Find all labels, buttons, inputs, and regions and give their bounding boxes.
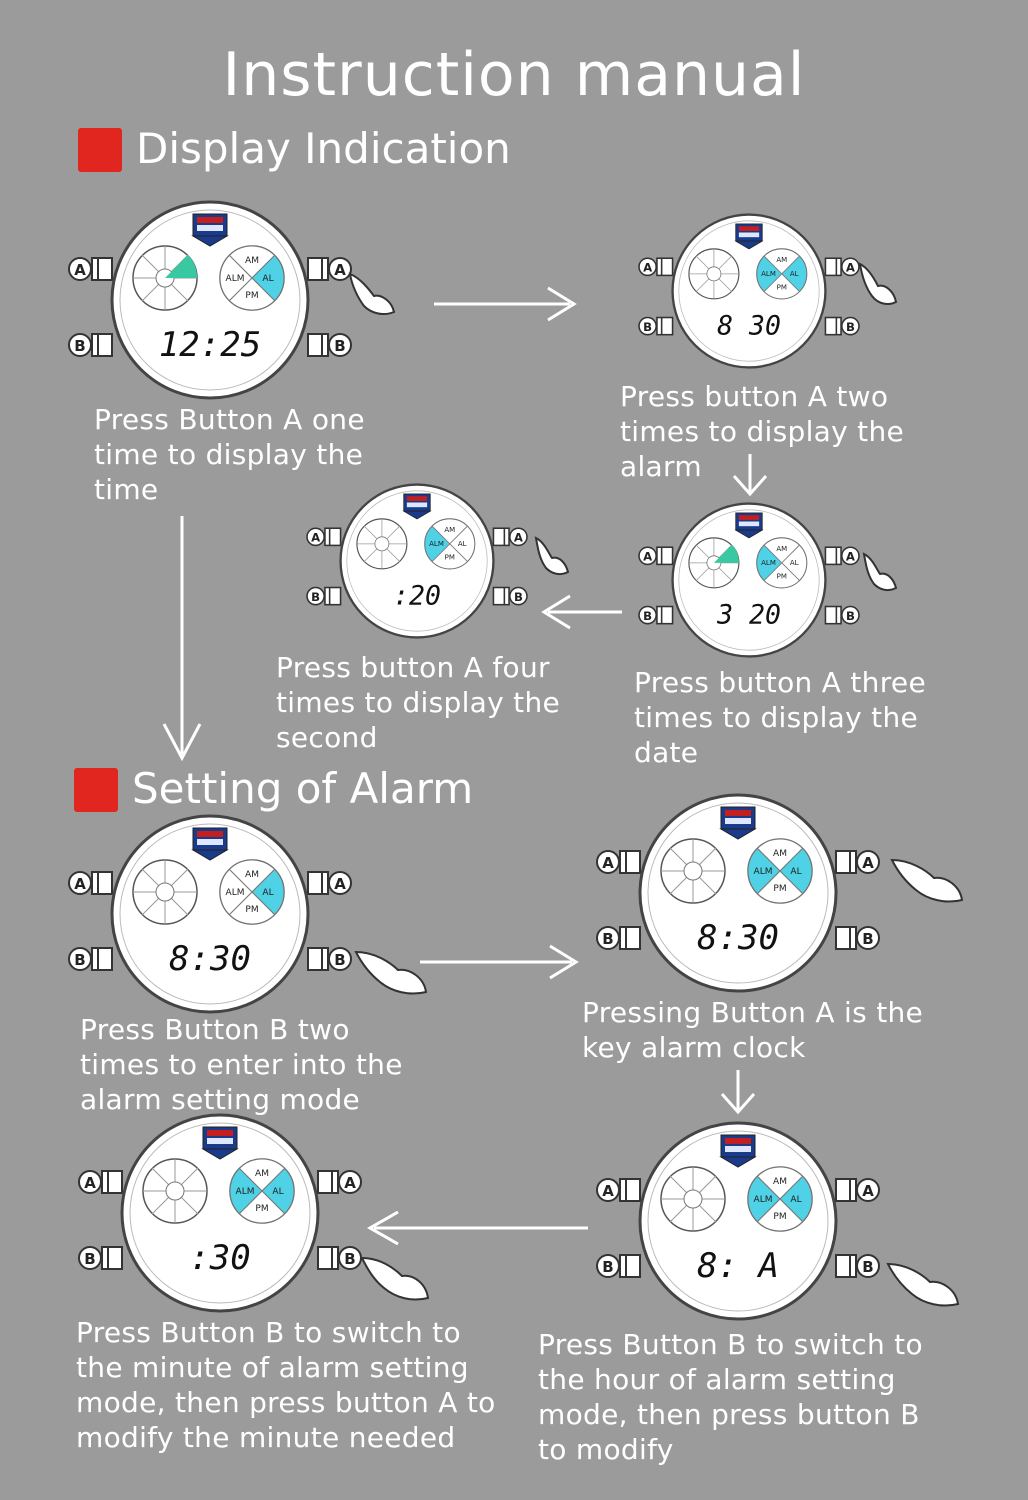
hand-pointer-icon [360, 1254, 430, 1304]
hand-pointer-icon [858, 262, 898, 308]
mode-dial [230, 1159, 294, 1223]
lcd-readout: 8: A [697, 1246, 779, 1286]
button-a-left[interactable] [639, 258, 673, 275]
caption-enter-alarm: Press Button B two times to enter into the alarm setting mode [80, 1013, 403, 1116]
button-a-right[interactable] [493, 528, 527, 545]
mode-dial [220, 860, 284, 924]
caption-hour-mode: Press Button B to switch to the hour of alarm setting mode, then press button B to modify [538, 1328, 923, 1466]
svg-text:A: A [643, 549, 653, 564]
button-b-right[interactable] [308, 334, 351, 356]
lcd-readout: 12:25 [158, 325, 262, 365]
button-a-right[interactable] [836, 851, 879, 873]
caption-second: Press button A four times to display the second [276, 651, 561, 754]
svg-text:B: B [602, 1258, 614, 1276]
hand-pointer-icon [534, 536, 570, 578]
svg-text:A: A [643, 260, 653, 275]
svg-text:AL: AL [789, 558, 799, 568]
svg-text:PM: PM [773, 1212, 787, 1222]
button-a-right[interactable] [836, 1179, 879, 1201]
svg-text:A: A [845, 260, 855, 275]
svg-text:A: A [602, 1182, 614, 1200]
button-a-left[interactable] [639, 547, 673, 564]
button-a-right[interactable] [308, 258, 351, 280]
mode-dial [757, 538, 807, 588]
mode-dial [220, 246, 284, 310]
svg-text:AM: AM [776, 255, 788, 265]
hand-pointer-icon [890, 856, 964, 908]
arrow-left-icon [366, 1208, 592, 1248]
svg-text:PM: PM [245, 291, 259, 301]
svg-text:B: B [643, 608, 653, 623]
svg-text:A: A [513, 530, 523, 545]
svg-text:A: A [862, 1182, 874, 1200]
caption-time: Press Button A one time to display the time [94, 403, 365, 506]
button-a-left[interactable] [597, 1179, 640, 1201]
watch-time [50, 200, 370, 404]
svg-text:AL: AL [790, 1195, 802, 1205]
button-b-left[interactable] [69, 334, 112, 356]
svg-text:PM: PM [776, 282, 787, 292]
svg-text:AM: AM [245, 870, 259, 880]
svg-text:PM: PM [444, 552, 455, 562]
day-dial [661, 1167, 725, 1231]
button-b-left[interactable] [597, 927, 640, 949]
arrow-right-icon [416, 942, 582, 982]
caption-key-alarm: Pressing Button A is the key alarm clock [582, 996, 924, 1064]
hand-pointer-icon [886, 1260, 960, 1310]
button-a-right[interactable] [318, 1171, 361, 1193]
svg-text:PM: PM [245, 905, 259, 915]
svg-text:B: B [84, 1250, 96, 1268]
lcd-readout: :20 [393, 580, 441, 612]
svg-text:B: B [845, 319, 855, 334]
watch-date [624, 502, 874, 661]
mode-dial [748, 839, 812, 903]
day-dial [133, 246, 197, 310]
lcd-readout: :30 [189, 1238, 251, 1278]
arrow-right-icon [430, 284, 580, 324]
svg-text:ALM: ALM [225, 888, 245, 898]
button-b-right[interactable] [308, 948, 351, 970]
svg-text:A: A [334, 261, 346, 279]
day-dial [689, 538, 739, 588]
svg-text:B: B [862, 1258, 874, 1276]
watch-key-alarm [578, 793, 898, 997]
svg-text:AL: AL [457, 539, 467, 549]
svg-text:B: B [602, 930, 614, 948]
svg-text:B: B [334, 337, 346, 355]
day-dial [133, 860, 197, 924]
svg-text:AM: AM [255, 1169, 269, 1179]
button-b-right[interactable] [318, 1247, 361, 1269]
svg-text:AL: AL [790, 867, 802, 877]
button-b-left[interactable] [307, 588, 341, 605]
button-b-left[interactable] [597, 1255, 640, 1277]
section-title: Setting of Alarm [132, 764, 474, 813]
button-a-right[interactable] [825, 258, 859, 275]
svg-text:B: B [862, 930, 874, 948]
arrow-down-icon [160, 514, 204, 762]
lcd-readout: 8 30 [717, 310, 781, 342]
button-b-right[interactable] [493, 588, 527, 605]
svg-text:B: B [344, 1250, 356, 1268]
svg-text:ALM: ALM [429, 539, 444, 549]
arrow-left-icon [540, 592, 626, 632]
day-dial [357, 519, 407, 569]
button-b-left[interactable] [79, 1247, 122, 1269]
button-b-left[interactable] [639, 318, 673, 335]
svg-text:AM: AM [776, 544, 788, 554]
button-b-right[interactable] [825, 318, 859, 335]
watch-hour-mode [578, 1121, 898, 1325]
mode-dial [425, 519, 475, 569]
button-b-left[interactable] [69, 948, 112, 970]
button-a-left[interactable] [69, 872, 112, 894]
svg-text:AL: AL [262, 274, 274, 284]
svg-text:AL: AL [789, 269, 799, 279]
lcd-readout: 8:30 [697, 918, 779, 958]
svg-text:B: B [311, 589, 321, 604]
svg-text:A: A [862, 854, 874, 872]
svg-text:A: A [845, 549, 855, 564]
svg-text:A: A [84, 1174, 96, 1192]
svg-text:A: A [74, 261, 86, 279]
mode-dial [757, 249, 807, 299]
button-a-left[interactable] [69, 258, 112, 280]
caption-date: Press button A three times to display the date [634, 666, 926, 769]
section-bullet [78, 128, 122, 172]
svg-text:B: B [334, 951, 346, 969]
svg-text:A: A [334, 875, 346, 893]
svg-text:ALM: ALM [225, 274, 245, 284]
lcd-readout: 8:30 [169, 939, 251, 979]
svg-text:A: A [344, 1174, 356, 1192]
button-a-left[interactable] [307, 528, 341, 545]
svg-text:AM: AM [245, 256, 259, 266]
svg-text:A: A [602, 854, 614, 872]
caption-alarm-view: Press button A two times to display the alarm [620, 380, 905, 483]
day-dial [143, 1159, 207, 1223]
button-b-right[interactable] [836, 927, 879, 949]
button-a-left[interactable] [597, 851, 640, 873]
svg-text:B: B [74, 951, 86, 969]
button-b-left[interactable] [639, 607, 673, 624]
button-a-left[interactable] [79, 1171, 122, 1193]
svg-text:AL: AL [262, 888, 274, 898]
button-a-right[interactable] [825, 547, 859, 564]
watch-enter-alarm [50, 814, 370, 1018]
svg-text:B: B [643, 319, 653, 334]
svg-text:AM: AM [773, 849, 787, 859]
svg-text:PM: PM [773, 884, 787, 894]
section-bullet [74, 768, 118, 812]
svg-text:ALM: ALM [753, 867, 773, 877]
svg-text:A: A [311, 530, 321, 545]
svg-text:ALM: ALM [235, 1187, 255, 1197]
caption-minute-mode: Press Button B to switch to the minute of alarm setting mode, then press button A to modify the minute needed [76, 1316, 496, 1454]
section-title: Display Indication [136, 124, 511, 173]
svg-text:PM: PM [776, 571, 787, 581]
svg-text:AM: AM [773, 1177, 787, 1187]
svg-text:B: B [513, 589, 523, 604]
button-a-right[interactable] [308, 872, 351, 894]
svg-text:B: B [74, 337, 86, 355]
lcd-readout: 3 20 [717, 599, 781, 631]
svg-text:B: B [845, 608, 855, 623]
day-dial [689, 249, 739, 299]
hand-pointer-icon [348, 272, 398, 318]
arrow-down-icon [716, 1068, 760, 1116]
watch-minute-mode [60, 1113, 380, 1317]
svg-text:AM: AM [444, 525, 456, 535]
button-b-right[interactable] [825, 607, 859, 624]
mode-dial [748, 1167, 812, 1231]
hand-pointer-icon [862, 552, 898, 594]
page-title: Instruction manual [222, 40, 806, 110]
button-b-right[interactable] [836, 1255, 879, 1277]
watch-alarm [624, 213, 874, 372]
svg-text:ALM: ALM [753, 1195, 773, 1205]
svg-text:ALM: ALM [761, 269, 776, 279]
svg-text:ALM: ALM [761, 558, 776, 568]
svg-text:A: A [74, 875, 86, 893]
svg-text:AL: AL [272, 1187, 284, 1197]
day-dial [661, 839, 725, 903]
svg-text:PM: PM [255, 1204, 269, 1214]
